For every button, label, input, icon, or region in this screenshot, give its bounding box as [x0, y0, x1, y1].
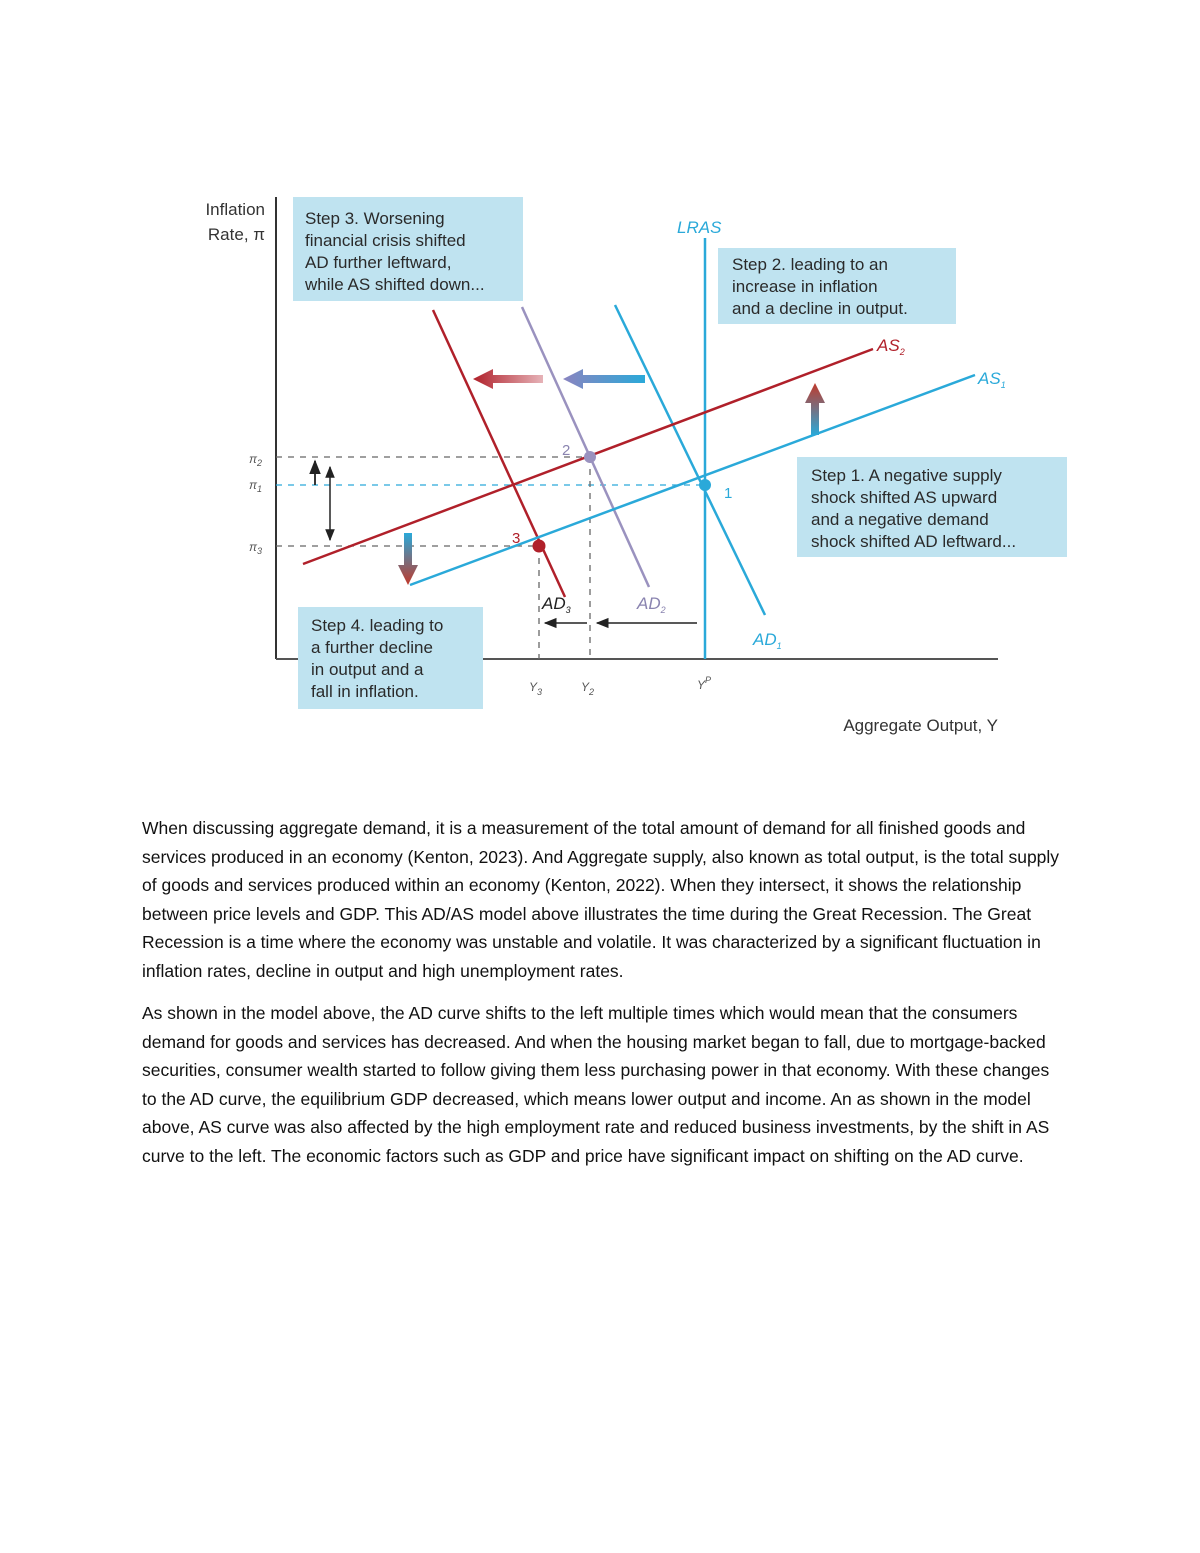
as-down-shift-arrow: [398, 533, 418, 585]
ad1-to-ad2-shift-arrow: [563, 369, 645, 389]
ad1-label: $AD_1$: [753, 630, 782, 651]
as-up-shift-arrow: [805, 383, 825, 435]
y2-tick: $Y_2$: [581, 680, 595, 697]
pi3-tick: $\pi_3$: [249, 540, 263, 556]
ad-as-chart: [185, 185, 1085, 745]
equilibrium-point-1: [699, 479, 711, 491]
callout-step-4-text: Step 4. leading to a further decline in output and a fall in inflation.: [311, 616, 444, 701]
callout-step-3-text: Step 3. Worsening financial crisis shifted AD further leftward, while AS shifted down...: [305, 209, 485, 294]
ad2-to-ad3-shift-arrow: [473, 369, 543, 389]
document-body: [142, 814, 1062, 1184]
equilibrium-point-3: [533, 540, 546, 553]
equilibrium-point-2: [584, 451, 596, 463]
yp-tick: $Y^P$: [697, 675, 712, 692]
ad3-curve: [433, 310, 565, 597]
y3-tick: $Y_3$: [529, 680, 543, 697]
as2-label: $AS_2$: [877, 336, 905, 357]
ad1-curve: [615, 305, 765, 615]
x-axis-title: Aggregate Output, Y: [843, 716, 998, 735]
paragraph-ad-shift: As shown in the model above, the AD curve shifts to the left multiple times which would mean that the consumers demand for goods and services has decreased. And when the housing market began to fall, due to mortgage-backed securities, consumer wealth started to follow giving them less purchasing power in that economy. With these changes to the AD curve, the equilibrium GDP decreased, which means lower output and income. An as shown in the model above, AS curve was also affected by the high employment rate and reduced business investments, by the shift in AS curve to the left. The economic factors such as GDP and price have significant impact on shifting on the AD curve.: [142, 1003, 1050, 1166]
ad3-label: $AD_3$: [542, 594, 571, 615]
ad2-label: $AD_2$: [637, 594, 666, 615]
callout-step-2-text: Step 2. leading to an increase in inflation and a decline in output.: [732, 255, 908, 318]
point-label-2: 2: [562, 442, 571, 459]
y-axis-title-line1: Inflation: [205, 200, 265, 219]
point-label-1: 1: [724, 485, 733, 502]
callout-step-1-text: Step 1. A negative supply shock shifted AS upward and a negative demand shock shifted AD leftward...: [811, 466, 1017, 551]
as1-label: $AS_1$: [978, 369, 1006, 390]
y-axis-title-line2: Rate, π: [207, 225, 265, 244]
ad-as-figure: [185, 185, 1085, 745]
lras-label: LRAS: [677, 218, 722, 237]
paragraph-aggregate-demand: When discussing aggregate demand, it is a measurement of the total amount of demand for all finished goods and services produced in an economy (Kenton, 2023). And Aggregate supply, also known as total output, is the total supply of goods and services produced within an economy (Kenton, 2022). When they intersect, it shows the relationship between price levels and GDP. This AD/AS model above illustrates the time during the Great Recession. The Great Recession is a time where the economy was unstable and volatile. It was characterized by a significant fluctuation in inflation rates, decline in output and high unemployment rates.: [142, 818, 1060, 981]
pi1-tick: $\pi_1$: [249, 478, 263, 494]
pi2-tick: $\pi_2$: [249, 452, 263, 468]
point-label-3: 3: [512, 530, 521, 547]
